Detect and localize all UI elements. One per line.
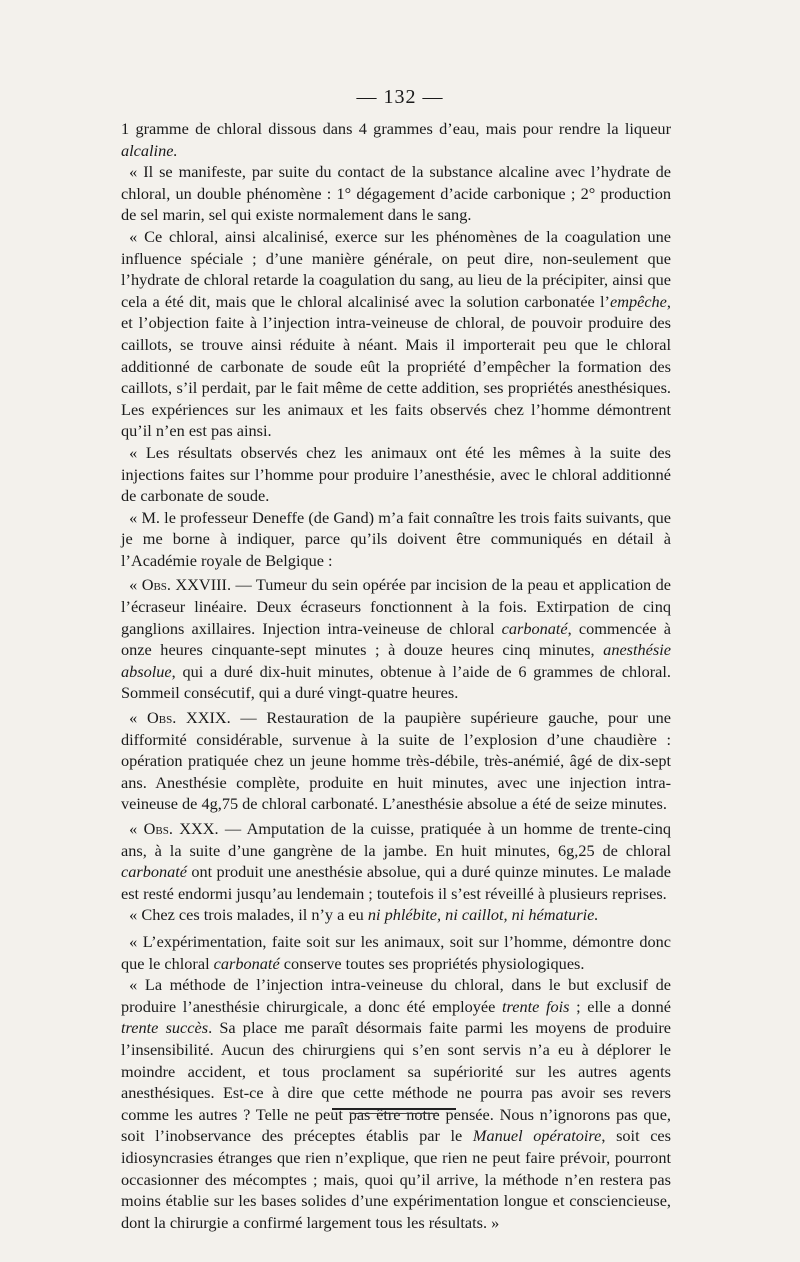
paragraph xyxy=(121,974,671,1233)
text-run: , soit ces idiosyncrasies étranges que rien n’explique, que rien ne peut faire prévoir, pourront occasionner des mécomptes ; mais, quoi qu’il arrive, la méthode n’en restera pas moins établie sur les bases solides d’une expérimentation longue et consciencieuse, dont la chirurgie a confirmé largement tous les résultats. » xyxy=(121,1126,671,1232)
text-run: conserve toutes ses propriétés physiologiques. xyxy=(279,953,585,973)
italic-text: carbonaté xyxy=(213,953,280,973)
text-run: « xyxy=(129,819,144,838)
text-run: XXIX. — Restauration de la paupière supérieure gauche, pour une difformité considérable, survenue à la suite de l’explosion d’une chaudière : opération pratiquée chez un jeune homme très-débile, très-anémié, âgé de dix-sept ans. Anesthésie complète, produite en huit minutes, avec une injection intra-veineuse de 4g,75 de chloral carbonaté. L’anesthésie absolue a été de seize minutes. xyxy=(121,708,672,814)
italic-text: trente succès xyxy=(121,1018,209,1038)
italic-text: empêche xyxy=(609,291,667,311)
text-run: . Sa place me paraît désormais faite parmi les moyens de produire l’insensibilité. Aucun des chirurgiens qui s’en sont servis n’a eu à déplorer le moindre accident, et tous proclament sa supériorité sur les autres agents anesthésiques. Est-ce à dire que cette méthode ne pourra pas avoir ses revers comme les autres ? Telle ne peut pas être notre pensée. Nous n’ignorons pas que, soit l’inobservance des préceptes établis par le xyxy=(121,1018,672,1146)
text-run: « L’expérimentation, faite soit sur les animaux, soit sur l’homme, démontre donc que le chloral xyxy=(121,931,671,973)
text-run: « La méthode de l’injection intra-veineuse du chloral, dans le but exclusif de produire l’anesthésie chirurgicale, a donc été employée xyxy=(121,975,671,1016)
text-run: , commencée à onze heures cinquante-sept minutes ; à douze heures cinq minutes, xyxy=(121,618,671,660)
small-caps-text: Obs. xyxy=(143,819,173,838)
body-text xyxy=(121,118,671,1233)
page-number: — 132 — xyxy=(356,86,444,108)
italic-text: ni phlébite, ni caillot, ni hématurie. xyxy=(367,905,599,925)
paragraph xyxy=(121,931,671,974)
paragraph xyxy=(121,818,671,904)
text-run: XXX. — Amputation de la cuisse, pratiquée à un homme de trente-cinq ans, à la suite d’une gangrène de la jambe. En huit minutes, 6g,25 de chloral xyxy=(121,819,671,860)
paragraph xyxy=(121,574,671,704)
text-run: ont produit une anesthésie absolue, qui a duré quinze minutes. Le malade est resté endormi jusqu’au lendemain ; toutefois il s’est réveillé à plusieurs reprises. xyxy=(121,862,671,903)
text-run: , et l’objection faite à l’injection intra-veineuse de chloral, de pouvoir produire des caillots, se trouve ainsi réduite à néant. Mais il importerait peu que le chloral additionné de carbonate de soude eût la propriété d’empêcher la formation des caillots, s’il perdait, par le fait même de cette addition, ses propriétés anesthésiques. Les expériences sur les animaux et les faits observés chez l’homme démontrent qu’il n’en est pas ainsi. xyxy=(121,291,671,441)
italic-text: Manuel opératoire xyxy=(472,1126,602,1146)
text-run: « Ce chloral, ainsi alcalinisé, exerce sur les phénomènes de la coagulation une influence spéciale ; d’une manière générale, on peut dire, non-seulement que l’hydrate de chloral retarde la coagulation du sang, au lieu de la précipiter, ainsi que cela a été dit, mais que le chloral alcalinisé avec la solution carbonatée l’ xyxy=(121,226,671,311)
text-run: , qui a duré dix-huit minutes, obtenue à l’aide de 6 grammes de chloral. Sommeil consécutif, qui a duré vingt-quatre heures. xyxy=(121,661,671,703)
paragraph xyxy=(121,161,671,226)
text-run: 1 gramme de chloral dissous dans 4 grammes d’eau, mais pour rendre la liqueur xyxy=(121,119,671,138)
small-caps-text: Obs. xyxy=(141,575,171,595)
text-run: XXVIII. — Tumeur du sein opérée par incision de la peau et application de l’écraseur linéaire. Deux écraseurs fonctionnent à la fois. Extirpation de cinq ganglions axillaires. Injection intra-veineuse de chloral xyxy=(121,575,671,638)
paragraph xyxy=(121,507,671,572)
paragraph xyxy=(121,226,671,442)
italic-text: anesthésie absolue xyxy=(121,640,671,681)
text-run: « Chez ces trois malades, il n’y a eu xyxy=(129,905,368,925)
text-run: ; elle a donné xyxy=(569,996,672,1016)
italic-text: trente fois xyxy=(501,996,570,1016)
paragraph xyxy=(121,904,671,926)
small-caps-text: Obs. xyxy=(146,708,177,728)
text-run: « Il se manifeste, par suite du contact de la substance alcaline avec l’hydrate de chloral, un double phénomène : 1° dégagement d’acide carbonique ; 2° production de sel marin, sel qui existe normalement dans le sang. xyxy=(121,162,671,225)
text-run: « xyxy=(129,708,147,728)
paragraph xyxy=(121,442,671,507)
text-run: « xyxy=(129,575,142,595)
italic-text: carbonaté xyxy=(121,862,188,882)
paragraph xyxy=(121,118,671,161)
end-rule xyxy=(332,1108,456,1110)
text-run: « M. le professeur Deneffe (de Gand) m’a fait connaître les trois faits suivants, que je me borne à indiquer, parce qu’ils doivent être communiqués en détail à l’Académie royale de Belgique : xyxy=(121,507,671,570)
italic-text: alcaline. xyxy=(121,140,178,160)
italic-text: carbonaté xyxy=(501,618,568,638)
paragraph xyxy=(121,707,671,815)
text-run: « Les résultats observés chez les animaux ont été les mêmes à la suite des injections faites sur l’homme pour produire l’anesthésie, avec le chloral additionné de carbonate de soude. xyxy=(121,442,671,506)
